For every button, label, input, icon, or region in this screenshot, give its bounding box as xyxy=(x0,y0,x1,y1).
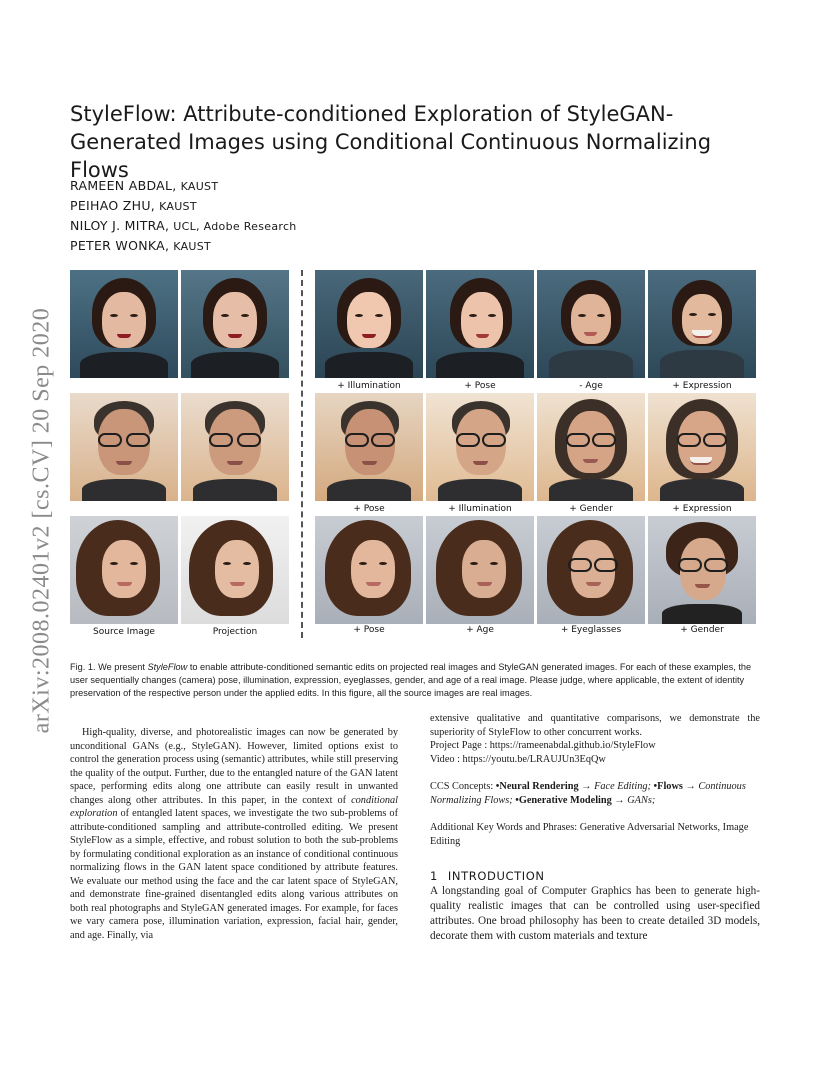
keywords: Additional Key Words and Phrases: Generative Adversarial Networks, Image Editing xyxy=(430,822,749,847)
project-page-link[interactable]: Project Page : https://rameenabdal.github.io/StyleFlow xyxy=(430,740,656,751)
introduction-paragraph: A longstanding goal of Computer Graphics has been to generate high-quality realistic images that can be controlled using user-specified attributes. One broad philosophy has been to create detailed 3D models, decorate them with custom materials and texture xyxy=(430,884,760,942)
author-3 xyxy=(70,216,470,236)
author-name: RAMEEN ABDAL, xyxy=(70,178,177,193)
edit-label: + Pose xyxy=(464,381,496,391)
figure-divider xyxy=(301,270,303,638)
edit-label: + Pose xyxy=(353,504,385,514)
video-link[interactable]: Video : https://youtu.be/LRAUJUn3EqQw xyxy=(430,753,606,765)
edit-label: + Expression xyxy=(672,504,732,514)
edit-label: - Age xyxy=(579,381,603,391)
abstract-text-1: High-quality, diverse, and photorealistic images can now be generated by unconditional GANs (e.g., StyleGAN). However, limited options exist to control the generation process using (semantic) attributes, while still preserving the quality of the output. Further, due to the entangled nature of the GAN latent space, performing edits along one attribute can easily result in unwanted changes along other attributes. In this paper, in the context of xyxy=(70,727,398,806)
abstract-right-column xyxy=(430,712,760,944)
abstract-emphasis: conditional exploration xyxy=(70,794,398,819)
edit-label: + Illumination xyxy=(448,504,512,514)
section-title: INTRODUCTION xyxy=(447,869,545,883)
teaser-figure xyxy=(70,270,760,640)
photo-woman-edit-2 xyxy=(426,270,534,378)
ccs-subterm: → Face Editing; xyxy=(578,781,654,792)
photo-woman-edit-1 xyxy=(315,270,423,378)
author-name: PETER WONKA, xyxy=(70,238,170,253)
photo-bob-source xyxy=(70,516,178,624)
author-affiliation: KAUST xyxy=(173,240,212,253)
projection-label: Projection xyxy=(212,627,258,637)
edit-label: + Gender xyxy=(680,625,724,635)
photo-woman-projection xyxy=(181,270,289,378)
photo-woman-source xyxy=(70,270,178,378)
ccs-subterm: → Continuous Normalizing Flows; xyxy=(430,781,746,806)
caption-method-name: StyleFlow xyxy=(147,662,188,672)
author-1 xyxy=(70,176,470,196)
ccs-subterm: → GANs; xyxy=(611,794,656,806)
figure-caption xyxy=(70,661,760,699)
caption-prefix: Fig. 1. We present xyxy=(70,662,148,672)
ccs-term: •Flows xyxy=(653,781,683,792)
photo-bob-edit-1 xyxy=(315,516,423,624)
author-4 xyxy=(70,236,470,256)
abstract-text-2: of entangled latent spaces, we investigate the two sub-problems of attribute-conditioned sampling and attribute-controlled editing. We present StyleFlow as a simple, effective, and robust solution to both the sub-problems by formulating conditional exploration as an instance of conditional continuous normalizing flows in the GAN latent space conditioned by attribute features. We evaluate our method using the face and the car latent space of StyleGAN, and demonstrate fine-grained disentangled edits along various attributes on both real photographs and StyleGAN generated images. For example, for faces we vary camera pose, illumination variation, expression, facial hair, gender, and age. Finally, via xyxy=(70,808,398,941)
photo-bob-edit-4 xyxy=(648,516,756,624)
abstract-left-column xyxy=(70,726,398,942)
ccs-term: •Generative Modeling xyxy=(515,794,612,806)
photo-woman-edit-4 xyxy=(648,270,756,378)
photo-man-edit-4 xyxy=(648,393,756,501)
author-name: NILOY J. MITRA, xyxy=(70,218,170,233)
edit-label: + Age xyxy=(466,625,494,635)
arxiv-identifier-text: arXiv:2008.02401v2 [cs.CV] 20 Sep 2020 xyxy=(28,307,55,733)
abstract-paragraph xyxy=(70,726,398,942)
edit-label: + Illumination xyxy=(337,381,401,391)
photo-man-edit-3 xyxy=(537,393,645,501)
ccs-term: •Neural Rendering xyxy=(495,781,579,792)
photo-man-edit-1 xyxy=(315,393,423,501)
edit-label: + Expression xyxy=(672,381,732,391)
author-affiliation: UCL, Adobe Research xyxy=(173,220,297,233)
ccs-label: CCS Concepts: xyxy=(430,781,496,792)
abstract-continued: extensive qualitative and quantitative comparisons, we demonstrate the superiority of StyleFlow to other concurrent works. xyxy=(430,713,760,738)
section-number: 1 xyxy=(430,869,438,883)
photo-bob-projection xyxy=(181,516,289,624)
author-affiliation: KAUST xyxy=(180,180,219,193)
photo-man-edit-2 xyxy=(426,393,534,501)
ccs-concepts xyxy=(430,780,760,807)
author-2 xyxy=(70,196,470,216)
photo-bob-edit-2 xyxy=(426,516,534,624)
arxiv-identifier xyxy=(18,285,66,755)
paper-title: StyleFlow: Attribute-conditioned Exploration of StyleGAN-Generated Images using Conditional Continuous Normalizing Flows xyxy=(70,102,712,182)
edit-label: + Eyeglasses xyxy=(560,625,622,635)
edit-label: + Gender xyxy=(569,504,613,514)
photo-woman-edit-3 xyxy=(537,270,645,378)
photo-man-source xyxy=(70,393,178,501)
photo-man-projection xyxy=(181,393,289,501)
source-image-label: Source Image xyxy=(93,627,155,637)
caption-body: to enable attribute-conditioned semantic edits on projected real images and StyleGAN generated images. For each of these examples, the user sequentially changes (camera) pose, illumination, expression, eyeglasses, gender, and age of a real image. Please judge, where applicable, the extent of identity preservation of the respective person under the applied edits. In this figure, all the source images are real images. xyxy=(70,662,752,698)
edit-label: + Pose xyxy=(353,625,385,635)
author-name: PEIHAO ZHU, xyxy=(70,198,156,213)
author-list xyxy=(70,176,470,256)
section-heading-introduction xyxy=(430,870,760,884)
author-affiliation: KAUST xyxy=(159,200,197,213)
photo-bob-edit-3 xyxy=(537,516,645,624)
